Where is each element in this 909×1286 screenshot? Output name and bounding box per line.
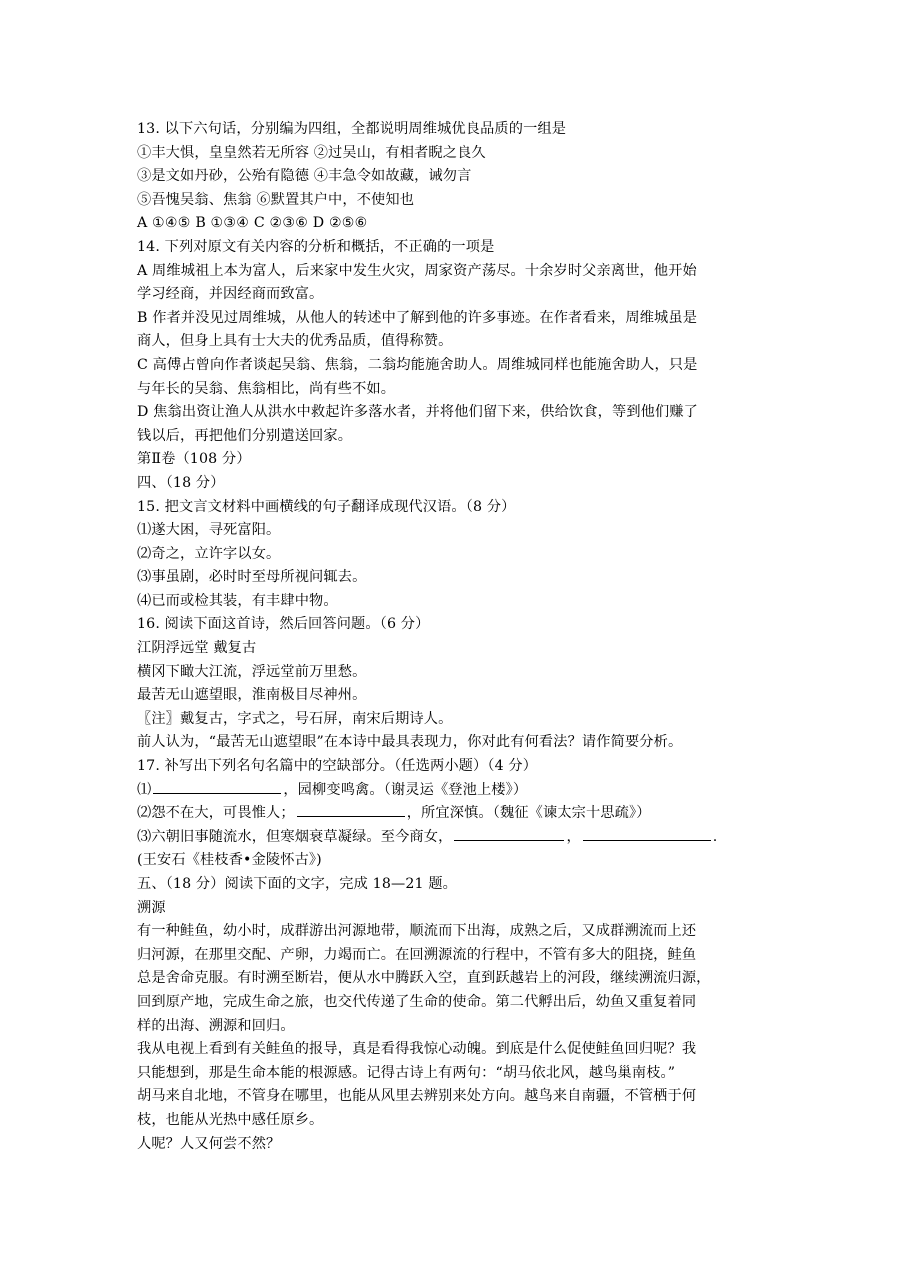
q15-item-3: ⑶事虽剧，必时时至母所视问辄去。 (137, 569, 367, 586)
q13-options-line-1: ①丰大惧，皇皇然若无所容 ②过吴山，有相者睨之良久 (137, 144, 486, 161)
q17-item-1 (137, 779, 777, 803)
passage-p1-line-3: 总是舍命克服。有时溯至断岩，便从水中腾跃入空，直到跃越岩上的河段，继续溯流归源， (137, 970, 711, 987)
q16-stem: 16. 阅读下面这首诗，然后回答问题。（6 分） (137, 616, 430, 633)
poem-note: 〖注〗戴复古，字式之，号石屏，南宋后期诗人。 (137, 710, 453, 727)
q13-stem: 13. 以下六句话，分别编为四组，全都说明周维城优良品质的一组是 (137, 121, 567, 137)
passage-p2-line-4: 枝，也能从光热中感任原乡。 (137, 1111, 324, 1128)
q15-item-2: ⑵奇之，立许字以女。 (137, 545, 281, 562)
passage-p1-line-1: 有一种鲑鱼，幼小时，成群游出河源地带，顺流而下出海，成熟之后，又成群溯流而上还 (137, 923, 697, 940)
q15-item-1: ⑴遂大困，寻死富阳。 (137, 522, 281, 539)
poem-line-2: 最苦无山遮望眼，淮南极目尽神州。 (137, 687, 367, 704)
passage-p1-line-4: 回到原产地，完成生命之旅，也交代传递了生命的使命。第二代孵出后，幼鱼又重复着同 (137, 993, 697, 1010)
q13-choices: A ①④⑤ B ①③④ C ②③⑥ D ②⑤⑥ (137, 215, 368, 232)
q17-item-2-prefix: ⑵怨不在大，可畏惟人； (137, 805, 295, 822)
q16-question: 前人认为，“最苦无山遮望眼”在本诗中最具表现力，你对此有何看法？请作简要分析。 (137, 734, 683, 751)
q14-option-c-line-1: C 高傅占曾向作者谈起吴翁、焦翁，二翁均能施舍助人。周维城同样也能施舍助人，只是 (137, 356, 698, 373)
q14-option-b-line-2: 商人，但身上具有士大夫的优秀品质，值得称赞。 (137, 333, 453, 350)
passage-p1-line-5: 样的出海、溯源和回归。 (137, 1017, 295, 1034)
q17-item-3-prefix: ⑶六朝旧事随流水，但寒烟衰草凝绿。至今商女， (137, 828, 453, 845)
part-2-title: 第Ⅱ卷（108 分） (137, 451, 251, 468)
q15-item-4: ⑷已而或检其装，有丰肆中物。 (137, 592, 338, 609)
q14-stem: 14. 下列对原文有关内容的分析和概括，不正确的一项是 (137, 238, 495, 255)
q17-item-3-end: . (712, 828, 718, 845)
section-5-heading: 五、（18 分）阅读下面的文字，完成 18—21 题。 (137, 876, 458, 892)
q17-item-1-suffix: ，园柳变鸣禽。（谢灵运《登池上楼》） (283, 781, 528, 798)
q14-option-d-line-2: 钱以后，再把他们分别遣送回家。 (137, 427, 353, 444)
q17-item-3 (137, 826, 777, 850)
passage-p3-line-1: 人呢？人又何尝不然？ (137, 1135, 281, 1152)
q17-item-3-separator: ， (566, 828, 581, 845)
passage-p2-line-1: 我从电视上看到有关鲑鱼的报导，真是看得我惊心动魄。到底是什么促使鲑鱼回归呢？我 (137, 1041, 697, 1058)
section-4-heading: 四、（18 分） (137, 474, 225, 491)
poem-title: 江阴浮远堂 戴复古 (137, 640, 257, 657)
q17-item-2-blank[interactable] (297, 802, 405, 817)
q17-item-3-source: (王安石《桂枝香•金陵怀古》) (137, 852, 322, 869)
q17-stem: 17. 补写出下列名句名篇中的空缺部分。（任选两小题）（4 分） (137, 758, 538, 775)
q13-options-line-3: ⑤吾愧吴翁、焦翁 ⑥默置其户中，不使知也 (137, 191, 415, 208)
q14-option-a-line-1: A 周维城祖上本为富人，后来家中发生火灾，周家资产荡尽。十余岁时父亲离世，他开始 (137, 262, 697, 279)
q15-stem: 15. 把文言文材料中画横线的句子翻译成现代汉语。（8 分） (137, 498, 516, 515)
passage-p1-line-2: 归河源，在那里交配、产卵，力竭而亡。在回溯源流的行程中，不管有多大的阻挠，鲑鱼 (137, 946, 697, 963)
q14-option-c-line-2: 与年长的吴翁、焦翁相比，尚有些不如。 (137, 380, 396, 397)
q17-item-2-suffix: ，所宜深慎。（魏征《谏太宗十思疏》） (406, 805, 651, 822)
passage-title: 溯源 (137, 899, 166, 916)
poem-line-1: 横冈下瞰大江流，浮远堂前万里愁。 (137, 663, 367, 680)
q17-item-3-blank-2[interactable] (583, 826, 711, 841)
document-body (137, 118, 777, 1156)
passage-p2-line-3: 胡马来自北地，不管身在哪里，也能从风里去辨别来处方向。越鸟来自南疆，不管栖于何 (137, 1088, 697, 1105)
q14-option-d-line-1: D 焦翁出资让渔人从洪水中救起许多落水者，并将他们留下来，供给饮食，等到他们赚了 (137, 404, 699, 421)
q17-item-1-blank[interactable] (153, 779, 281, 794)
q17-item-1-prefix: ⑴ (137, 781, 152, 798)
q17-item-2 (137, 802, 777, 826)
passage-p2-line-2: 只能想到，那是生命本能的根源感。记得古诗上有两句：“胡马依北风，越鸟巢南枝。” (137, 1064, 676, 1081)
q14-option-a-line-2: 学习经商，并因经商而致富。 (137, 286, 324, 303)
q14-option-b-line-1: B 作者并没见过周维城，从他人的转述中了解到他的许多事迹。在作者看来，周维城虽是 (137, 309, 698, 326)
q17-item-3-blank-1[interactable] (454, 826, 564, 841)
q13-options-line-2: ③是文如丹砂，公殆有隐德 ④丰急令如故藏，诫勿言 (137, 168, 472, 185)
